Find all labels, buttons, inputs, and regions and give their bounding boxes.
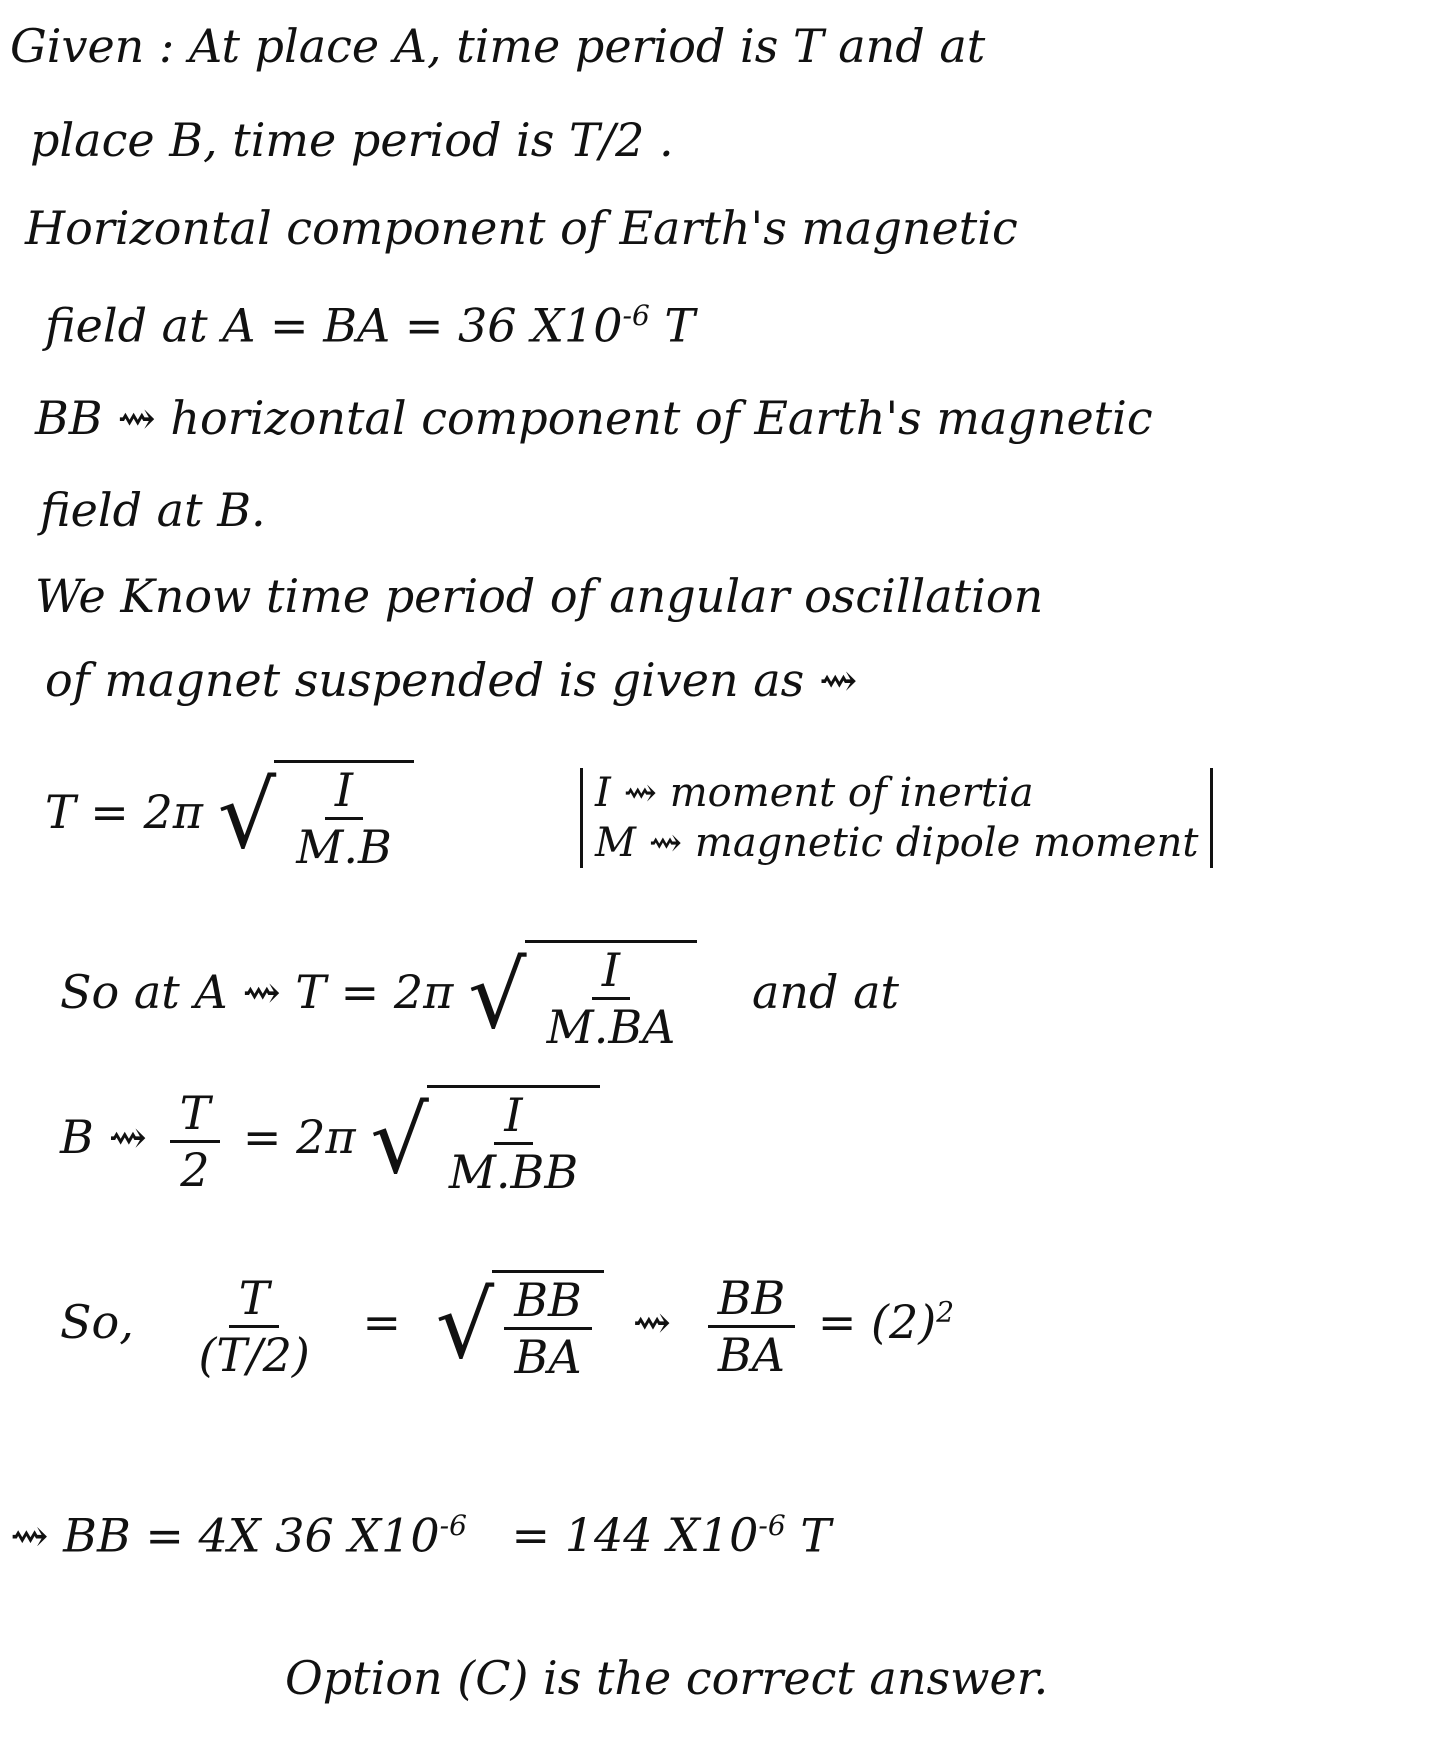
at-a-numerator: I <box>592 945 630 1000</box>
result-unit: T <box>800 1508 832 1563</box>
at-b-lhs-denominator: 2 <box>180 1142 210 1197</box>
period-at-a <box>60 940 899 1052</box>
sqrt-symbol: √ <box>435 1272 495 1379</box>
text-line-6: field at B. <box>40 483 266 537</box>
text-line-3: Horizontal component of Earth's magnetic <box>25 201 1018 255</box>
legend-moment-of-inertia: I ⇝ moment of inertia <box>595 770 1034 816</box>
at-a-prefix: So at A ⇝ T = 2π <box>60 965 454 1019</box>
text-line-8: of magnet suspended is given as ⇝ <box>45 653 858 707</box>
at-b-lhs-numerator: T <box>170 1088 221 1143</box>
text-line-5: BB ⇝ horizontal component of Earth's magnetic <box>35 391 1153 445</box>
implies-arrow: ⇝ <box>632 1295 672 1349</box>
sqrt-symbol: √ <box>370 1087 429 1194</box>
ba-value-text: field at A = BA = 36 X10 <box>45 298 623 353</box>
at-a-denominator: M.BA <box>546 1000 676 1054</box>
ba-unit: T <box>664 298 696 353</box>
result-mid: = 144 X10 <box>511 1508 759 1563</box>
legend-dipole-moment: M ⇝ magnetic dipole moment <box>595 820 1199 866</box>
ratio-equation <box>60 1270 954 1382</box>
ratio-final-numerator: BB <box>708 1273 796 1328</box>
ratio-lhs-numerator: T <box>229 1273 280 1328</box>
ratio-root-numerator: BB <box>504 1275 592 1330</box>
at-b-numerator: I <box>494 1090 532 1145</box>
period-at-b <box>60 1085 600 1197</box>
ratio-prefix: So, <box>60 1295 134 1349</box>
sqrt-symbol: √ <box>467 942 527 1049</box>
ratio-final-denominator: BA <box>717 1327 785 1382</box>
at-a-suffix: and at <box>751 965 899 1019</box>
ratio-rhs: = (2) <box>817 1295 937 1349</box>
formula-legend <box>580 768 1213 868</box>
period-formula <box>45 760 414 872</box>
text-line-7: We Know time period of angular oscillation <box>35 569 1044 623</box>
result-line <box>10 1498 831 1563</box>
given-line: Given : At place A, time period is T and at <box>10 19 986 73</box>
result-text: ⇝ BB = 4X 36 X10 <box>10 1508 440 1563</box>
at-b-denominator: M.BB <box>448 1145 579 1199</box>
ratio-lhs-denominator: (T/2) <box>198 1327 310 1382</box>
answer-line: Option (C) is the correct answer. <box>285 1651 1049 1705</box>
sqrt-symbol: √ <box>217 762 277 869</box>
at-b-mid: = 2π <box>242 1110 356 1164</box>
result-exponent-2: -6 <box>758 1509 786 1542</box>
ratio-root-denominator: BA <box>514 1330 582 1384</box>
formula-denominator: M.B <box>296 820 392 874</box>
text-line-2: place B, time period is T/2 . <box>30 113 674 167</box>
formula-lhs: T = 2π <box>45 785 203 839</box>
ba-exponent: -6 <box>622 299 650 332</box>
ratio-rhs-exponent: 2 <box>936 1295 955 1329</box>
text-line-4 <box>45 288 695 353</box>
formula-root <box>218 760 414 872</box>
ratio-equals: = <box>362 1295 401 1349</box>
formula-numerator: I <box>325 765 363 820</box>
at-b-prefix: B ⇝ <box>60 1110 147 1164</box>
result-exponent-1: -6 <box>439 1509 467 1542</box>
